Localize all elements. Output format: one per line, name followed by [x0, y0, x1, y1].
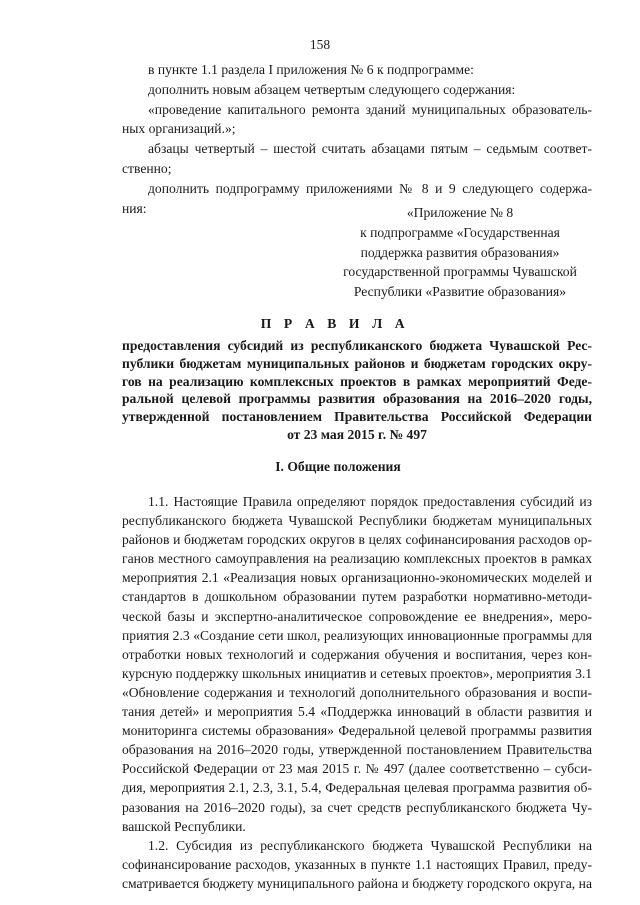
- text-line: республиканского бюджета Чувашской Республики бюджетам муниципальных: [122, 513, 592, 529]
- text-line: Российской Федерации от 23 мая 2015 г. № 497 (далее соответственно – субси-: [122, 761, 592, 777]
- text-line: тания детей» и мероприятия 5.4 «Поддержка инноваций в области развития и: [122, 704, 592, 720]
- text-line: стандартов в дошкольном образовании путем разработки нормативно-методи-: [122, 589, 592, 605]
- page-number: 158: [309, 37, 331, 52]
- text-line: дия, мероприятия 2.1, 2.3, 3.1, 5.4, Федеральная целевая программа развития об-: [122, 780, 592, 796]
- text-line: вашской Республики.: [122, 818, 246, 834]
- text-line: 1.1. Настоящие Правила определяют порядок предоставления субсидий из: [148, 494, 592, 509]
- subtitle-line: гов на реализацию комплексных проектов в рамках мероприятий Феде-: [122, 373, 592, 389]
- section-heading: I. Общие положения: [275, 459, 401, 474]
- text-line: курсную поддержку школьных инициатив и сетевых проектов», мероприятия 3.1: [122, 665, 593, 681]
- text-line: приятия 2.3 «Создание сети школ, реализующих инновационные программы для: [122, 627, 592, 643]
- text-line: мероприятия 2.1 «Реализация новых организационно-экономических моделей и: [122, 570, 592, 586]
- subtitle-line: предоставления субсидий из республиканского бюджета Чувашской Рес-: [122, 338, 592, 353]
- subtitle-line: ральной целевой программы развития образования на 2016–2020 годы,: [122, 391, 592, 407]
- text-line: софинансирование расходов, указанных в пункте 1.1 настоящих Правил, преду-: [122, 856, 592, 872]
- text-line: дополнить новым абзацем четвертым следующего содержания:: [148, 81, 516, 97]
- rules-title: П Р А В И Л А: [260, 316, 410, 331]
- text-line: мониторинга системы образования» Федеральной целевой программы развития: [122, 723, 592, 739]
- section-body: [122, 492, 592, 893]
- subtitle-line: публики бюджетам муниципальных районов и бюджетам городских окру-: [122, 355, 592, 371]
- appendix-line: поддержка развития образования»: [360, 244, 560, 260]
- text-line: отработки новых технологий и содержания обучения и воспитания, через кон-: [122, 646, 592, 662]
- text-line: «Обновление содержания и технологий дополнительного образования и воспи-: [122, 684, 592, 700]
- appendix-line: к подпрограмме «Государственная: [360, 224, 560, 240]
- subtitle-line: утвержденной постановлением Правительства Российской Федерации: [122, 409, 592, 425]
- text-line: образования на 2016–2020 годы, утвержденной постановлением Правительства: [122, 742, 592, 758]
- subtitle-line: от 23 мая 2015 г. № 497: [287, 426, 427, 442]
- appendix-line: Республики «Развитие образования»: [353, 284, 567, 300]
- text-line: сматривается бюджету муниципального района и бюджету городского округа, на: [122, 875, 592, 891]
- amendment-paragraphs: [122, 60, 592, 218]
- text-line: в пункте 1.1 раздела I приложения № 6 к подпрограмме:: [148, 62, 474, 77]
- appendix-reference: [330, 203, 590, 302]
- text-line: районов и бюджетам городских округов в целях софинансирования расходов ор-: [122, 532, 592, 548]
- text-line: ганов местного самоуправления на реализацию комплексных проектов в рамках: [122, 551, 592, 567]
- text-line: ственно;: [122, 160, 172, 176]
- text-line: 1.2. Субсидия из республиканского бюджета Чувашской Республики на: [148, 837, 592, 853]
- text-line: дополнить подпрограмму приложениями № 8 и 9 следующего содержа-: [148, 180, 592, 196]
- rules-subtitle: [122, 337, 592, 444]
- appendix-line: «Приложение № 8: [406, 205, 514, 220]
- text-line: «проведение капитального ремонта зданий муниципальных образователь-: [148, 101, 592, 117]
- text-line: ния:: [122, 200, 147, 216]
- text-line: разования на 2016–2020 годы), за счет средств республиканского бюджета Чу-: [122, 799, 592, 815]
- appendix-line: государственной программы Чувашской: [343, 264, 577, 280]
- text-line: ных организаций.»;: [122, 121, 236, 137]
- text-line: абзацы четвертый – шестой считать абзацами пятым – седьмым соответ-: [148, 141, 592, 157]
- text-line: ческой базы и экспертно-аналитическое сопровождение ее внедрения», меро-: [122, 608, 592, 624]
